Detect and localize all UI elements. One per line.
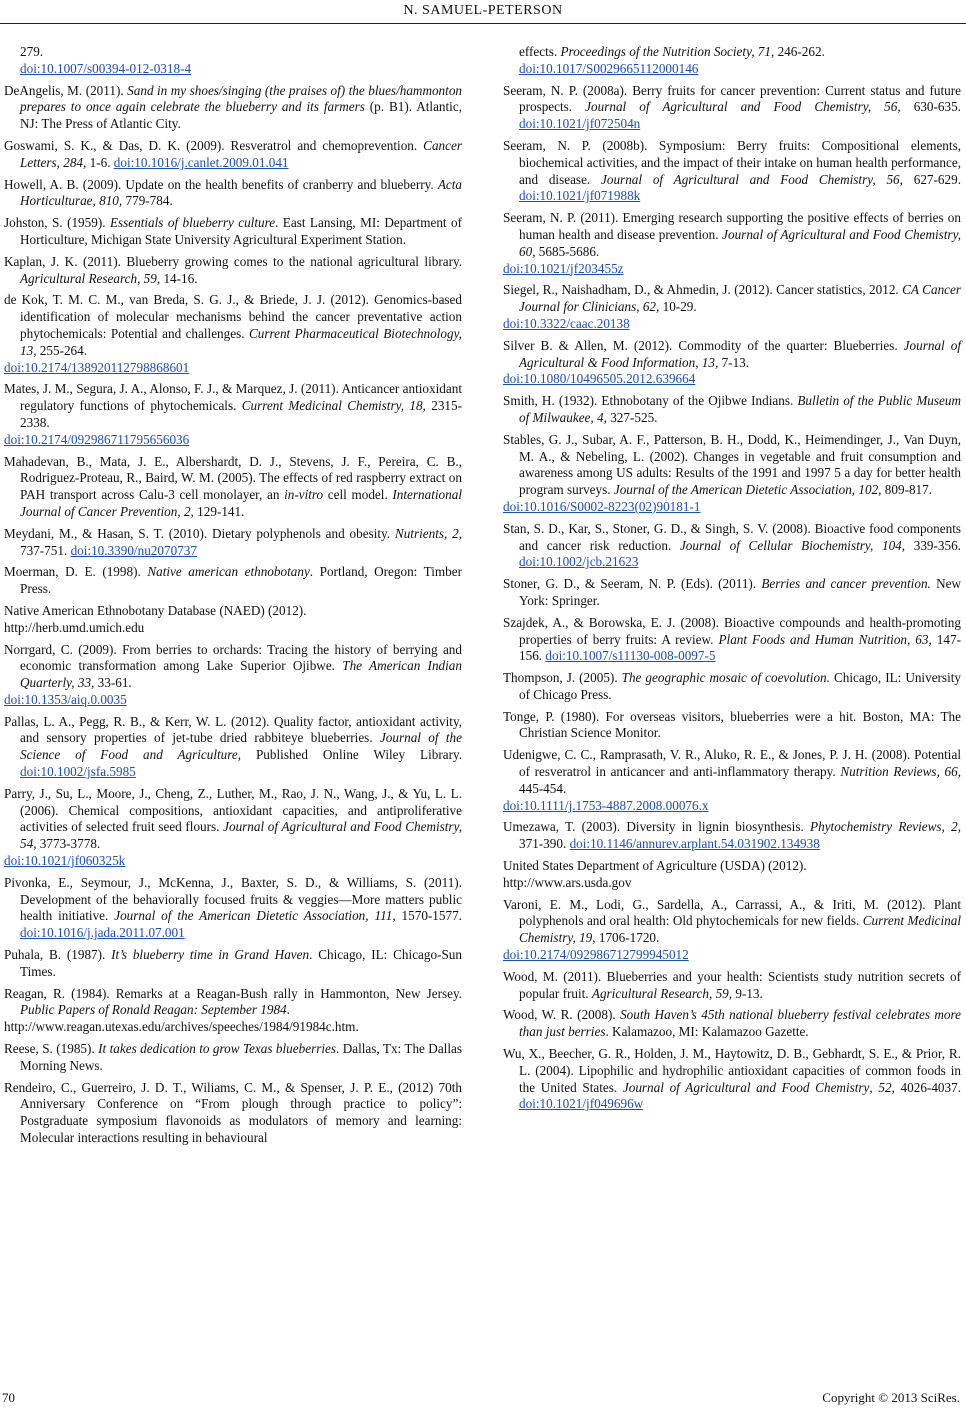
- reference-text: 630-635.: [900, 99, 961, 115]
- reference-source-title: Current Medicinal Chemistry, 18,: [241, 398, 426, 414]
- reference-entry: [4, 1041, 462, 1075]
- reference-text: Puhala, B. (1987).: [4, 947, 112, 963]
- reference-source-title: Public Papers of Ronald Reagan: September 1984: [20, 1002, 287, 1018]
- reference-url: http://www.reagan.utexas.edu/archives/speeches/1984/91984c.htm.: [4, 1019, 359, 1035]
- reference-source-title: Bulletin of the Public Museum of Milwaukee, 4,: [519, 393, 962, 425]
- reference-source-title: Cancer Letters, 284,: [20, 137, 462, 170]
- reference-text: Stoner, G. D., & Seeram, N. P. (Eds). (2011).: [503, 576, 762, 592]
- reference-source-title: Current Pharmaceutical Biotechnology, 13,: [20, 325, 462, 358]
- reference-text: 737-751.: [20, 542, 71, 558]
- reference-text: Norrgard, C. (2009). From berries to orchards: Tracing the history of berrying and economic transformation among Lake Superior Ojibwe.: [4, 641, 462, 674]
- doi-link[interactable]: doi:10.1353/aiq.0.0035: [4, 691, 127, 707]
- reference-entry: [503, 897, 961, 964]
- reference-source-title: Current Medicinal Chemistry, 19,: [519, 913, 961, 946]
- reference-url: http://herb.umd.umich.edu: [4, 619, 145, 635]
- reference-source-title: Essentials of blueberry culture: [109, 215, 276, 231]
- reference-source-title: Journal of Agricultural and Food Chemistry: [622, 1079, 870, 1095]
- reference-text: Native American Ethnobotany Database (NAED) (2012).: [4, 602, 307, 618]
- reference-text: New York: Springer.: [519, 576, 962, 608]
- doi-link[interactable]: doi:10.2174/092986711795656036: [4, 431, 190, 447]
- reference-text: 33-61.: [94, 675, 132, 691]
- reference-source-title: Journal of the Science of Food and Agriculture,: [20, 730, 462, 763]
- reference-source-title: Sand in my shoes/singing (the praises of) the blues/hammonton prepares to once again celebrate the blueberry and its farmers: [20, 82, 463, 115]
- reference-text: Varoni, E. M., Lodi, G., Sardella, A., Carrassi, A., & Iriti, M. (2012). Plant polyphenols and oral health: Old phytochemicals for new fields.: [503, 896, 961, 929]
- reference-source-title: Acta Horticulturae, 810,: [20, 176, 462, 209]
- reference-text: Pivonka, E., Seymour, J., McKenna, J., Baxter, S. D., & Williams, S. (2011). Development of the behaviorally focused fruits & veggies—More matters public health initiative.: [4, 874, 462, 924]
- reference-entry: [503, 819, 961, 853]
- reference-text: Thompson, J. (2005).: [503, 670, 622, 686]
- doi-link[interactable]: doi:10.1021/jf071988k: [519, 188, 641, 204]
- reference-entry: [4, 526, 462, 560]
- reference-text: Mates, J. M., Segura, J. A., Alonso, F. J., & Marquez, J. (2011). Anticancer antioxidant regulatory functions of phytochemicals.: [4, 381, 462, 414]
- reference-source-title: Agricultural Research, 59,: [20, 270, 161, 286]
- reference-text: 147-156.: [519, 631, 961, 664]
- reference-text: 9-13.: [732, 985, 763, 1001]
- reference-entry: [4, 603, 462, 637]
- reference-entry: [503, 969, 961, 1003]
- reference-entry: [4, 254, 462, 288]
- reference-source-title: Journal of Agricultural & Food Information: [519, 337, 961, 370]
- reference-entry: [4, 875, 462, 942]
- reference-source-title: Berries and cancer prevention.: [761, 576, 931, 592]
- reference-source-title: Journal of the American Dietetic Association, 111,: [114, 908, 396, 924]
- reference-volume: International Journal of Cancer Prevention, 2,: [20, 487, 462, 519]
- reference-text: Chicago, IL: University of Chicago Press.: [519, 670, 961, 702]
- reference-entry: [4, 947, 462, 981]
- reference-volume: 52,: [878, 1079, 895, 1095]
- reference-source-title: It takes dedication to grow Texas blueberries: [98, 1041, 336, 1057]
- reference-text: ,: [695, 354, 702, 370]
- reference-entry: [503, 44, 961, 78]
- reference-text: Goswami, S. K., & Das, D. K. (2009). Resveratrol and chemoprevention.: [4, 137, 424, 153]
- doi-link[interactable]: doi:10.2174/138920112798868601: [4, 359, 190, 375]
- reference-entry: [503, 83, 961, 133]
- reference-text: 10-29.: [659, 299, 697, 315]
- reference-source-title: Journal of Agricultural and Food Chemistry, 56,: [601, 171, 903, 187]
- reference-text: 279.: [20, 44, 44, 59]
- reference-text: effects.: [519, 44, 561, 59]
- reference-text: Smith, H. (1932). Ethnobotany of the Ojibwe Indians.: [503, 393, 798, 409]
- doi-link[interactable]: doi:10.1002/jcb.21623: [519, 554, 639, 570]
- reference-text: 7-13.: [718, 354, 750, 370]
- reference-entry: [503, 670, 961, 704]
- reference-text: ,: [869, 1079, 879, 1095]
- reference-text: 371-390.: [519, 836, 570, 852]
- doi-link[interactable]: doi:10.1007/s00394-012-0318-4: [20, 60, 192, 76]
- reference-text: . Kalamazoo, MI: Kalamazoo Gazette.: [605, 1024, 809, 1040]
- reference-text: cell model.: [323, 487, 393, 503]
- reference-text: Moerman, D. E. (1998).: [4, 564, 148, 580]
- reference-text: 1570-1577.: [395, 908, 462, 924]
- reference-text: Seeram, N. P. (2008b). Symposium: Berry fruits: Compositional elements, biochemical activities, and the impact of their intake on human health performance, and disease.: [503, 137, 961, 187]
- reference-entry: [4, 642, 462, 709]
- reference-text: Johston, S. (1959).: [4, 215, 110, 231]
- reference-text: . Portland, Oregon: Timber Press.: [20, 564, 462, 597]
- doi-link[interactable]: doi:10.1080/10496505.2012.639664: [503, 371, 696, 387]
- reference-source-title: CA Cancer Journal for Clinicians, 62,: [519, 282, 961, 315]
- reference-source-title: Journal of Agricultural and Food Chemistry, 54,: [20, 819, 462, 852]
- doi-link[interactable]: doi:10.1016/S0002-8223(02)90181-1: [503, 498, 701, 514]
- reference-text: 779-784.: [122, 193, 173, 209]
- reference-text: 809-817.: [881, 482, 933, 498]
- reference-source-title: Journal of Agricultural and Food Chemistry, 60,: [519, 226, 961, 259]
- reference-entry: [503, 393, 961, 427]
- reference-text: Pallas, L. A., Pegg, R. B., & Kerr, W. L. (2012). Quality factor, antioxidant activity, and sensory properties of jet-tube dried rabbiteye blueberries.: [4, 713, 462, 746]
- reference-source-title: The geographic mosaic of coevolution.: [621, 670, 830, 686]
- reference-source-title: Nutrients, 2,: [394, 525, 463, 541]
- reference-text: de Kok, T. M. C. M., van Breda, S. G. J., & Briede, J. J. (2012). Genomics-based identification of molecular mechanisms behind the cancer preventative action phytochemicals: Potential and challenges.: [4, 292, 462, 341]
- reference-entry: [503, 576, 961, 610]
- reference-text: Wood, M. (2011). Blueberries and your health: Scientists study nutrition secrets of popular fruit.: [503, 968, 961, 1001]
- reference-text: Udenigwe, C. C., Ramprasath, V. R., Aluko, R. E., & Jones, P. J. H. (2008). Potential of resveratrol in anticancer and anti-inflammatory therapy.: [503, 747, 961, 780]
- reference-entry: [4, 1080, 462, 1147]
- reference-text: 1706-1720.: [595, 930, 660, 946]
- reference-entry: [4, 454, 462, 521]
- references-right-column: [503, 44, 961, 1118]
- reference-text: Wood, W. R. (2008).: [503, 1007, 621, 1023]
- reference-entry: [503, 432, 961, 516]
- reference-text: . Chicago, IL: Chicago-Sun Times.: [20, 947, 462, 979]
- reference-text: Rendeiro, C., Guerreiro, J. D. T., Wiliams, C. M., & Spenser, J. P. E., (2012) 70th Anniversary Conference on “From plough through practice to policy”: Postgraduate symposium flavonoids as modulators of memory and learning: Molecular interactions resulting in behavioural: [4, 1079, 462, 1146]
- reference-text: Siegel, R., Naishadham, D., & Ahmedin, J. (2012). Cancer statistics, 2012.: [503, 282, 903, 298]
- reference-entry: [503, 338, 961, 388]
- page-number: 70: [2, 1390, 15, 1405]
- reference-entry: [4, 292, 462, 376]
- reference-entry: [4, 986, 462, 1036]
- doi-link[interactable]: doi:10.1111/j.1753-4887.2008.00076.x: [503, 797, 709, 813]
- reference-text: 5685-5686.: [535, 243, 600, 259]
- reference-source-title: It’s blueberry time in Grand Haven: [111, 947, 310, 963]
- reference-text: Stan, S. D., Kar, S., Stoner, G. D., & Singh, S. V. (2008). Bioactive food components and cancer risk reduction.: [503, 520, 961, 553]
- reference-volume: 13,: [701, 354, 719, 370]
- doi-link[interactable]: doi:10.1021/jf049696w: [519, 1096, 644, 1112]
- reference-text: Published Online Wiley Library.: [241, 747, 462, 763]
- reference-entry: [503, 1007, 961, 1041]
- reference-source-title: Plant Foods and Human Nutrition, 63,: [718, 631, 932, 647]
- reference-text: Parry, J., Su, L., Moore, J., Cheng, Z., Luther, M., Rao, J. N., Wang, J., & Yu, L. L. (2006). Chemical compositions, antioxidant capacities, and antiproliferative activities of selected fruit seed flours.: [4, 785, 462, 835]
- reference-text: ,: [708, 985, 716, 1001]
- reference-text: Reese, S. (1985).: [4, 1041, 99, 1057]
- doi-link[interactable]: doi:10.1007/s11130-008-0097-5: [545, 648, 716, 664]
- reference-entry: [4, 215, 462, 249]
- reference-text: United States Department of Agriculture (USDA) (2012).: [503, 858, 807, 874]
- reference-source-title: Journal of Cellular Biochemistry, 104,: [679, 537, 906, 553]
- running-header: N. SAMUEL-PETERSON: [403, 3, 563, 18]
- doi-link[interactable]: doi:10.3322/caac.20138: [503, 315, 630, 331]
- reference-text: Kaplan, J. K. (2011). Blueberry growing comes to the national agricultural library.: [4, 253, 462, 269]
- reference-text: Mahadevan, B., Mata, J. E., Albershardt, D. J., Stevens, J. F., Pereira, C. B., Rodriguez-Proteau, R., Baird, W. M. (2005). The effects of red raspberry extract on PAH transport across Calu-3 cell monolayer, an: [4, 453, 462, 503]
- reference-entry: [503, 521, 961, 571]
- reference-source-title: South Haven’s 45th national blueberry festival celebrates more than just berries: [519, 1007, 961, 1040]
- reference-text: . Dallas, Tx: The Dallas Morning News.: [20, 1041, 462, 1073]
- reference-entry: [4, 714, 462, 781]
- reference-volume: 59,: [715, 985, 733, 1001]
- reference-source-title: The American Indian Quarterly, 33,: [20, 658, 462, 691]
- reference-source-title: Journal of the American Dietetic Association, 102,: [613, 482, 882, 498]
- reference-entry: [503, 138, 961, 205]
- reference-entry: [503, 210, 961, 277]
- reference-text: 129-141.: [193, 503, 245, 519]
- reference-text: 4026-4037.: [894, 1079, 961, 1095]
- reference-entry: [4, 138, 462, 172]
- reference-text: 14-16.: [160, 270, 198, 286]
- reference-text: 255-264.: [36, 342, 88, 358]
- reference-text: 2315-2338.: [20, 398, 462, 430]
- reference-entry: [4, 786, 462, 870]
- doi-link[interactable]: doi:10.1021/jf072504n: [519, 116, 641, 132]
- reference-source-title: Phytochemistry Reviews, 2,: [810, 819, 961, 835]
- reference-entry: [503, 282, 961, 332]
- header-rule: [0, 23, 966, 24]
- doi-link[interactable]: doi:10.2174/092986712799945012: [503, 947, 689, 963]
- doi-link[interactable]: doi:10.1021/jf060325k: [4, 853, 126, 869]
- reference-entry: [4, 44, 462, 78]
- reference-entry: [503, 709, 961, 743]
- doi-link[interactable]: doi:10.1016/j.canlet.2009.01.041: [113, 154, 289, 170]
- reference-source-title: Journal of Agricultural and Food Chemistry, 56,: [585, 99, 901, 115]
- reference-text: 246-262.: [774, 44, 825, 59]
- reference-entry: [4, 177, 462, 211]
- reference-text: Stables, G. J., Subar, A. F., Patterson, B. H., Dodd, K., Heimendinger, J., Van Duyn, M. A., & Nebeling, L. (2002). Changes in vegetable and fruit consumption and awareness among US adults: Results of the 1991 and 1997 5 a day for better health program surveys.: [503, 431, 961, 498]
- reference-entry: [503, 858, 961, 892]
- reference-text: Tonge, P. (1980). For overseas visitors, blueberries were a hit. Boston, MA: The Christian Science Monitor.: [503, 708, 961, 741]
- reference-source-title: Native american ethnobotany: [147, 564, 310, 580]
- reference-text: 327-525.: [606, 409, 658, 425]
- doi-link[interactable]: doi:10.1021/jf203455z: [503, 260, 624, 276]
- reference-entry: [503, 615, 961, 665]
- reference-source-title: Nutrition Reviews, 66,: [840, 764, 962, 780]
- reference-text: (p. B1). Atlantic, NJ: The Press of Atlantic City.: [20, 99, 462, 132]
- reference-entry: [4, 381, 462, 448]
- reference-text: Szajdek, A., & Borowska, E. J. (2008). Bioactive compounds and health-promoting properties of berry fruits: A review.: [503, 614, 961, 647]
- doi-link[interactable]: doi:10.3390/nu2070737: [70, 542, 197, 558]
- reference-source-title: Agricultural Research: [591, 985, 709, 1001]
- reference-text: Meydani, M., & Hasan, S. T. (2010). Dietary polyphenols and obesity.: [4, 525, 395, 541]
- reference-text: Wu, X., Beecher, G. R., Holden, J. M., Haytowitz, D. B., Gebhardt, S. E., & Prior, R. L. (2004). Lipophilic and hydrophilic antioxidant capacities of common foods in the United States.: [503, 1046, 961, 1095]
- reference-source-title: Proceedings of the Nutrition Society, 71,: [560, 44, 775, 59]
- reference-text: 627-629.: [902, 171, 961, 187]
- reference-text: 3773-3778.: [36, 836, 101, 852]
- doi-link[interactable]: doi:10.1016/j.jada.2011.07.001: [20, 925, 185, 941]
- reference-text: 1-6.: [86, 154, 114, 170]
- reference-text: 445-454.: [519, 780, 567, 796]
- reference-entry: [4, 564, 462, 598]
- reference-entry: [503, 1046, 961, 1113]
- reference-url: http://www.ars.usda.gov: [503, 874, 632, 890]
- reference-text: Silver B. & Allen, M. (2012). Commodity of the quarter: Blueberries.: [503, 337, 904, 353]
- doi-link[interactable]: doi:10.1002/jsfa.5985: [20, 764, 136, 780]
- reference-text: Seeram, N. P. (2011). Emerging research supporting the positive effects of berries on human health and disease prevention.: [503, 210, 961, 242]
- reference-source-title: in-vitro: [284, 487, 324, 503]
- reference-entry: [4, 83, 462, 133]
- reference-text: Reagan, R. (1984). Remarks at a Reagan-Bush rally in Hammonton, New Jersey.: [4, 985, 462, 1001]
- reference-text: .: [286, 1002, 290, 1018]
- references-left-column: [4, 44, 462, 1152]
- reference-text: Seeram, N. P. (2008a). Berry fruits for cancer prevention: Current status and future prospects.: [503, 82, 961, 115]
- doi-link[interactable]: doi:10.1146/annurev.arplant.54.031902.134938: [569, 836, 820, 852]
- reference-entry: [503, 747, 961, 814]
- reference-text: . East Lansing, MI: Department of Horticulture, Michigan State University Agricultural Experiment Station.: [20, 215, 462, 247]
- reference-text: Umezawa, T. (2003). Diversity in lignin biosynthesis.: [503, 819, 811, 835]
- reference-text: 339-356.: [905, 537, 961, 553]
- reference-text: Howell, A. B. (2009). Update on the health benefits of cranberry and blueberry.: [4, 176, 438, 192]
- doi-link[interactable]: doi:10.1017/S0029665112000146: [519, 60, 699, 76]
- copyright-notice: Copyright © 2013 SciRes.: [822, 1390, 960, 1405]
- reference-text: DeAngelis, M. (2011).: [4, 82, 128, 98]
